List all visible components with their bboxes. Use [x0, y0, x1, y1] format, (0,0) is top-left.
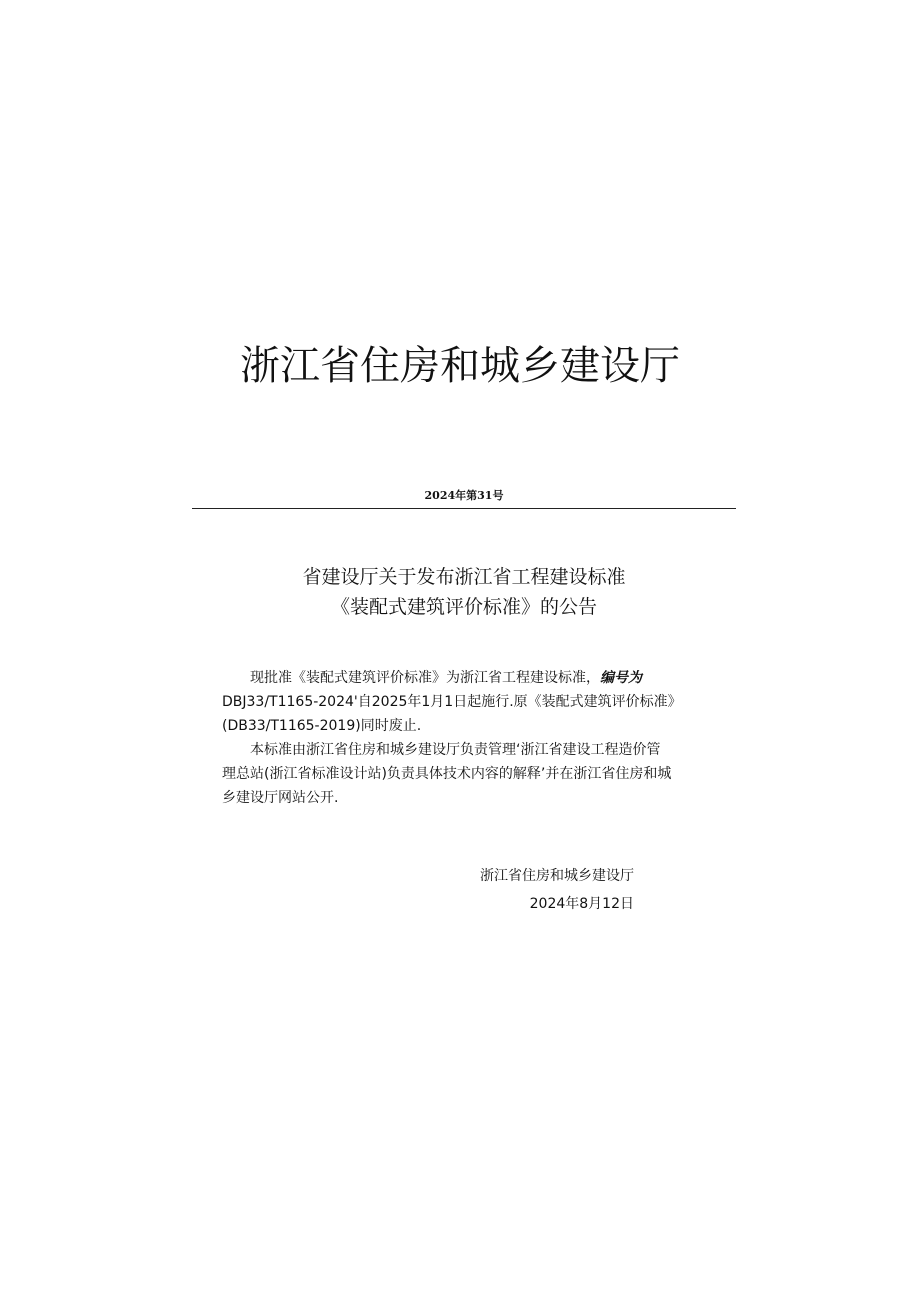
signature-date: 2024年8月12日 [529, 896, 634, 912]
notice-body [222, 666, 734, 810]
paragraph-approval [222, 666, 734, 738]
signature-org: 浙江省住房和城乡建设厅 [480, 868, 634, 884]
signature-block [440, 862, 634, 918]
paragraph-management-line-1: 本标准由浙江省住房和城乡建设厅负责管理‘浙江省建设工程造价管 [250, 742, 661, 758]
paragraph-management-line-2: 理总站(浙江省标准设计站)负责具体技术内容的解释’并在浙江省住房和城 [222, 766, 672, 782]
notice-title [192, 562, 736, 622]
notice-title-line-1: 省建设厅关于发布浙江省工程建设标准 [302, 566, 626, 588]
header-rule [192, 508, 736, 509]
paragraph-management-line-3: 乡建设厅网站公开. [222, 790, 339, 806]
number-label: 编号为 [600, 670, 642, 686]
notice-title-line-2: 《装配式建筑评价标准》的公告 [330, 596, 597, 618]
paragraph-management [222, 738, 734, 810]
paragraph-approval-line-1 [222, 666, 734, 690]
document-number: 2024年第31号 [424, 489, 504, 502]
paragraph-approval-line-2: DBJ33/T1165-2024'自2025年1月1日起施行.原《装配式建筑评价标准》 [222, 694, 682, 710]
approval-text: 现批准《装配式建筑评价标准》为浙江省工程建设标准， [250, 670, 600, 686]
issuer-header: 浙江省住房和城乡建设厅 [240, 343, 680, 389]
paragraph-approval-line-3: (DB33/T1165-2019)同时废止. [222, 718, 422, 734]
